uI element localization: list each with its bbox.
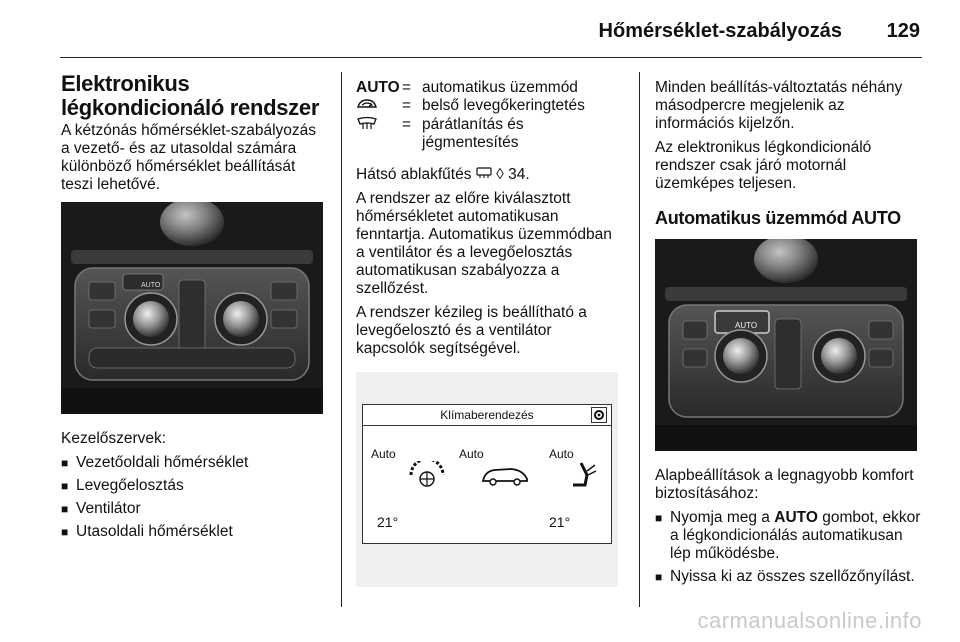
display-auto-label-1: Auto xyxy=(371,447,396,461)
bullet-text: Nyomja meg a xyxy=(670,509,770,526)
temp-right: 21° xyxy=(549,514,571,530)
page-header xyxy=(0,0,960,56)
definition-desc: automatikus üzemmód xyxy=(422,79,578,96)
defrost-icon xyxy=(356,116,402,152)
default-settings-paragraph: Alapbeállítások a legnagyobb komfort biztosításához: xyxy=(655,467,914,502)
seat-airflow-icon xyxy=(569,459,599,494)
definition-term: AUTO xyxy=(356,79,400,96)
display-auto-label-3: Auto xyxy=(549,447,574,461)
column-1 xyxy=(61,72,326,546)
climate-panel-photo xyxy=(61,202,323,414)
definition-desc: párátlanítás és jégmentesítés xyxy=(422,116,524,151)
column-divider-1 xyxy=(341,72,342,607)
definition-desc: belső levegőkeringtetés xyxy=(422,97,585,114)
temp-left: 21° xyxy=(377,514,399,530)
definition-equals: = xyxy=(402,97,412,114)
auto-button-label: AUTO xyxy=(141,282,161,289)
recirculation-icon xyxy=(356,97,402,116)
climate-display-illustration xyxy=(356,372,618,587)
auto-mode-panel-drawing xyxy=(655,239,917,451)
display-paragraph: Minden beállítás-változtatás néhány másodpercre megjelenik az információs kijelzőn. xyxy=(655,79,903,132)
rear-window-heat-icon xyxy=(476,166,492,183)
rear-heat-text: Hátsó ablakfűtés xyxy=(356,166,472,183)
page-number: 129 xyxy=(886,20,920,42)
header-rule xyxy=(60,57,922,58)
display-auto-label-2: Auto xyxy=(459,447,484,461)
climate-panel-drawing xyxy=(61,202,323,414)
list-item: ■ Vezetőoldali hőmérséklet xyxy=(61,454,326,472)
page-reference: 34. xyxy=(508,166,530,183)
bullet-bold-text: AUTO xyxy=(774,509,818,526)
auto-mode-photo xyxy=(655,239,917,451)
column-3 xyxy=(655,79,921,591)
settings-gear-icon xyxy=(591,407,607,428)
rear-heat-paragraph xyxy=(356,166,624,184)
controls-label: Kezelőszervek: xyxy=(61,430,167,447)
intro-paragraph: A kétzónás hőmérséklet-szabályozás a vezető- és az utasoldal számára különböző hőmérséklet beállítását teszi lehetővé. xyxy=(61,122,317,193)
definition-equals: = xyxy=(402,79,412,96)
auto-paragraph: A rendszer az előre kiválasztott hőmérsékletet automatikusan fenntartja. Automatikus üzemmódban a ventilátor és a levegőelosztás automatikusan szabályozza a szellőzést. xyxy=(356,190,612,297)
air-distribution-icon xyxy=(479,463,531,492)
subsection-heading: Automatikus üzemmód AUTO xyxy=(655,208,901,228)
fan-icon xyxy=(407,461,447,494)
display-frame xyxy=(362,404,612,544)
section-title: Hőmérséklet-szabályozás xyxy=(598,20,842,42)
controls-list xyxy=(61,454,326,541)
list-item: ■ Utasoldali hőmérséklet xyxy=(61,523,326,541)
column-2 xyxy=(356,79,624,587)
definition-row xyxy=(356,79,624,97)
auto-steps-list xyxy=(655,509,921,586)
auto-button-label: AUTO xyxy=(735,321,758,330)
watermark: carmanualsonline.info xyxy=(697,608,922,633)
bullet-text: gombot, ekkor a légkondicionálás automatikusan lép működésbe. xyxy=(670,509,921,562)
section-heading: Elektronikus légkondicionáló rendszer xyxy=(61,71,320,120)
display-title: Klímaberendezés xyxy=(363,405,611,426)
list-item: ■ Ventilátor xyxy=(61,500,326,518)
manual-paragraph: A rendszer kézileg is beállítható a levegőelosztó és a ventilátor kapcsolók segítségével. xyxy=(356,304,587,357)
engine-paragraph: Az elektronikus légkondicionáló rendszer csak járó motornál üzemképes teljesen. xyxy=(655,139,872,192)
column-divider-2 xyxy=(639,72,640,607)
list-item: ■ Nyissa ki az összes szellőzőnyílást. xyxy=(655,568,921,586)
definition-equals: = xyxy=(402,116,412,133)
reference-arrow-icon: ◊ xyxy=(496,166,504,183)
list-item xyxy=(655,509,921,563)
definition-row xyxy=(356,116,624,152)
definition-row xyxy=(356,97,624,116)
list-item: ■ Levegőelosztás xyxy=(61,477,326,495)
